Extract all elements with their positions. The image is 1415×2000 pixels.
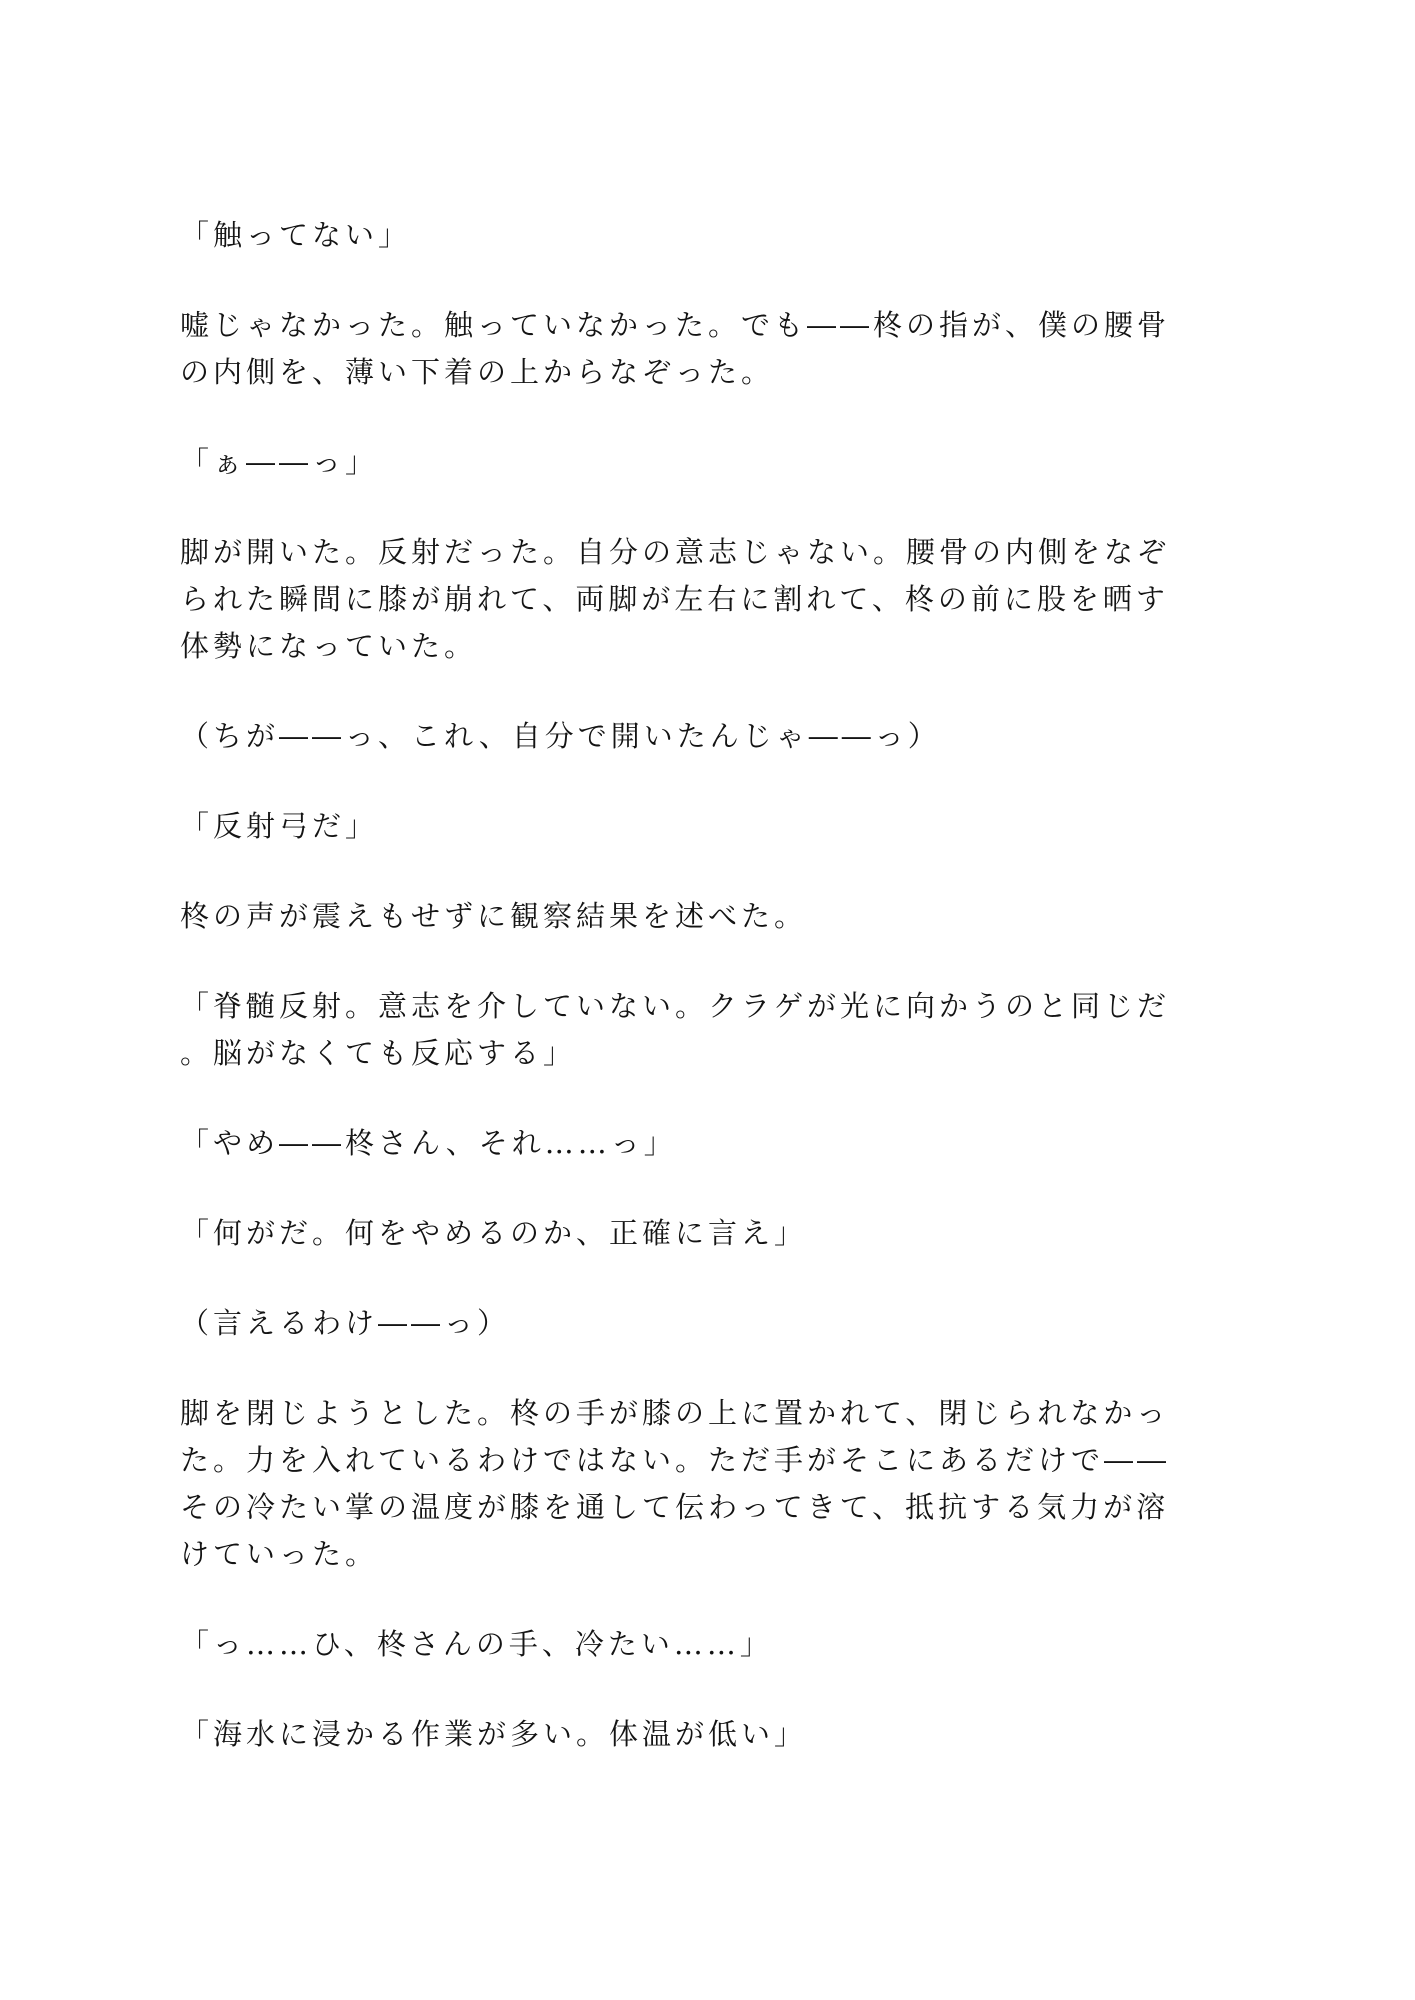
paragraph-thought xyxy=(180,713,1180,760)
text-line: 体勢になっていた。 xyxy=(180,629,478,663)
paragraph-dialogue xyxy=(180,803,1180,850)
text-line: けていった。 xyxy=(180,1537,379,1571)
text-line: た。力を入れているわけではない。ただ手がそこにあるだけで―― xyxy=(180,1443,1171,1477)
text-line: （言えるわけ――っ） xyxy=(180,1306,511,1340)
text-line: 「っ……ひ、柊さんの手、冷たい……」 xyxy=(180,1627,773,1661)
paragraph-narration xyxy=(180,302,1180,396)
paragraph-narration xyxy=(180,1390,1180,1578)
paragraph-thought xyxy=(180,1300,1180,1347)
text-line: 柊の声が震えもせずに観察結果を述べた。 xyxy=(180,899,808,933)
paragraph-dialogue xyxy=(180,1210,1180,1257)
text-line: その冷たい掌の温度が膝を通して伝わってきて、抵抗する気力が溶 xyxy=(180,1490,1170,1524)
paragraph-dialogue xyxy=(180,983,1180,1077)
paragraph-dialogue xyxy=(180,1120,1180,1167)
paragraph-narration xyxy=(180,529,1180,670)
paragraph-dialogue xyxy=(180,1711,1180,1758)
text-line: 「脊髄反射。意志を介していない。クラゲが光に向かうのと同じだ xyxy=(180,989,1171,1023)
text-line: 「海水に浸かる作業が多い。体温が低い」 xyxy=(180,1717,808,1751)
text-line: 「何がだ。何をやめるのか、正確に言え」 xyxy=(180,1216,808,1250)
text-line: 脚が開いた。反射だった。自分の意志じゃない。腰骨の内側をなぞ xyxy=(180,535,1171,569)
text-line: の内側を、薄い下着の上からなぞった。 xyxy=(180,355,775,389)
text-line: 脚を閉じようとした。柊の手が膝の上に置かれて、閉じられなかっ xyxy=(180,1396,1170,1430)
text-line: 「ぁ――っ」 xyxy=(180,445,379,479)
text-line: られた瞬間に膝が崩れて、両脚が左右に割れて、柊の前に股を晒す xyxy=(180,582,1169,616)
text-line: （ちが――っ、これ、自分で開いたんじゃ――っ） xyxy=(180,719,941,753)
paragraph-narration xyxy=(180,893,1180,940)
paragraph-dialogue xyxy=(180,1621,1180,1668)
text-line: 「反射弓だ」 xyxy=(180,809,379,843)
text-line: 「触ってない」 xyxy=(180,218,412,252)
text-line: 「やめ――柊さん、それ……っ」 xyxy=(180,1126,677,1160)
paragraph-dialogue xyxy=(180,439,1180,486)
text-line: 嘘じゃなかった。触っていなかった。でも――柊の指が、僕の腰骨 xyxy=(180,308,1171,342)
text-line: 。脳がなくても反応する」 xyxy=(180,1036,577,1070)
paragraph-dialogue xyxy=(180,212,1180,259)
